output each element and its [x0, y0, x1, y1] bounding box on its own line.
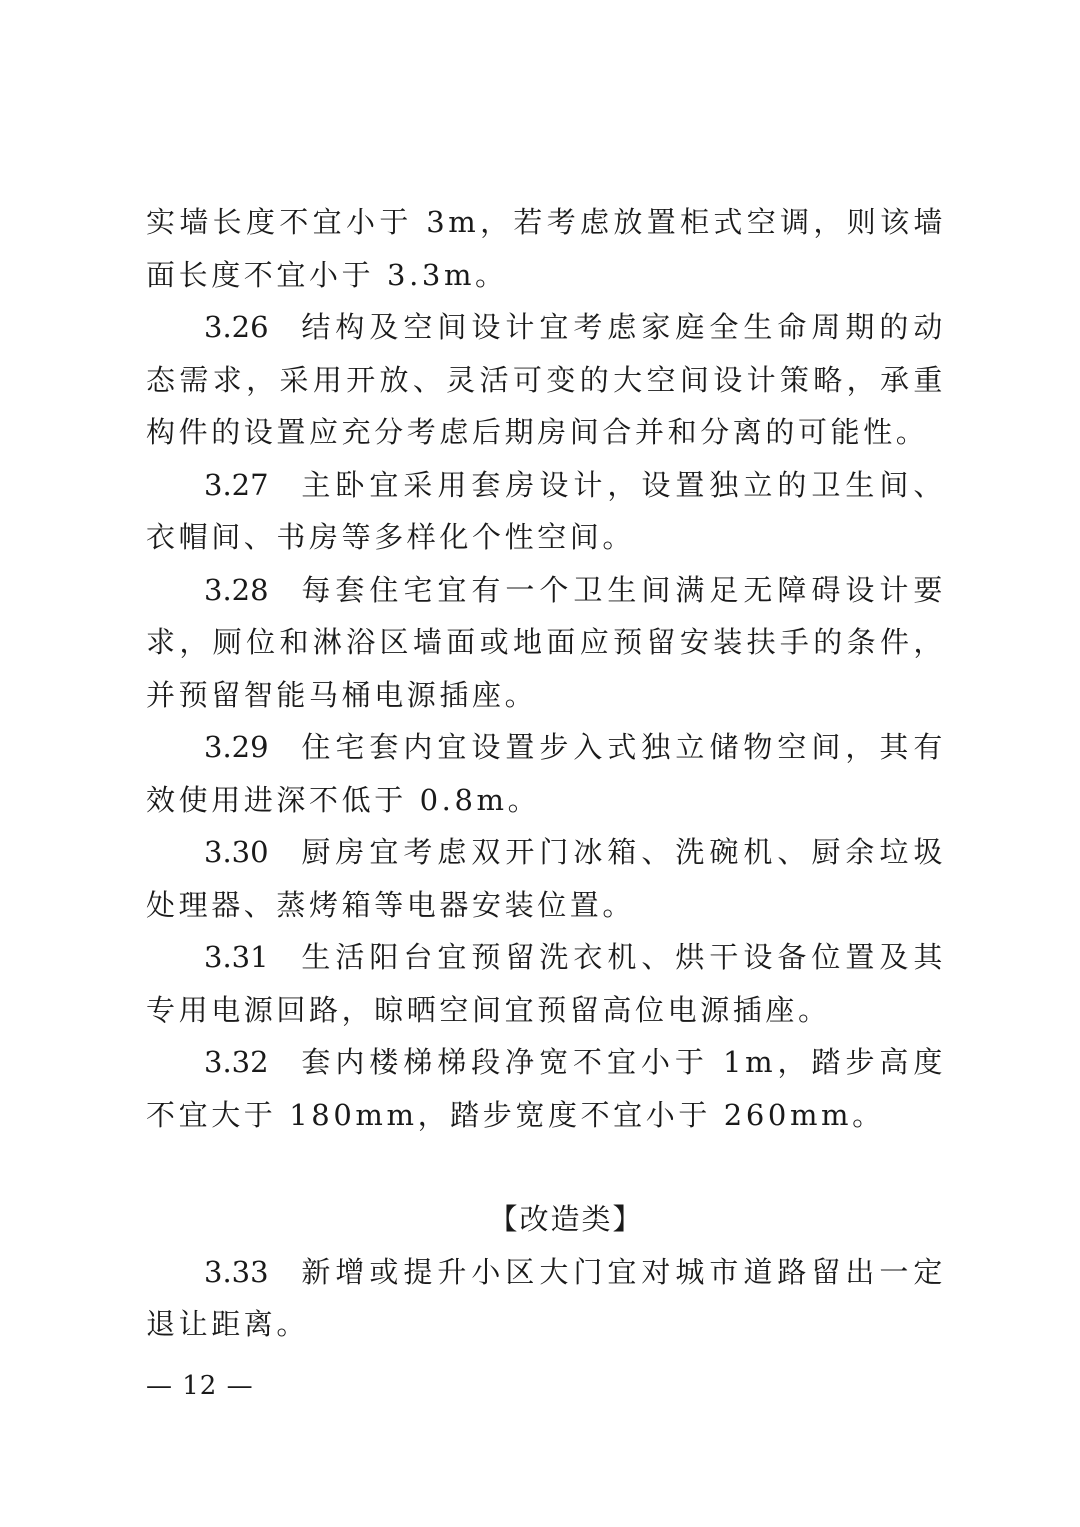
clause-text: 每套住宅宜有一个卫生间满足无障碍设计要求，厕位和淋浴区墙面或地面应预留安装扶手的条件，并预留智能马桶电源插座。: [146, 572, 946, 712]
clause-number: 3.29: [204, 730, 269, 764]
clause-text: 主卧宜采用套房设计，设置独立的卫生间、衣帽间、书房等多样化个性空间。: [146, 467, 946, 554]
clause-number: 3.26: [204, 310, 269, 344]
clause-text: 厨房宜考虑双开门冰箱、洗碗机、厨余垃圾处理器、蒸烤箱等电器安装位置。: [146, 835, 946, 922]
clause-3-29: [146, 721, 946, 826]
clause-3-27: [146, 459, 946, 564]
clause-text: 结构及空间设计宜考虑家庭全生命周期的动态需求，采用开放、灵活可变的大空间设计策略，承重构件的设置应充分考虑后期房间合并和分离的可能性。: [146, 310, 946, 449]
clause-number: 3.33: [204, 1254, 269, 1289]
clause-number: 3.31: [204, 940, 269, 974]
clause-text: 生活阳台宜预留洗衣机、烘干设备位置及其专用电源回路，晾晒空间宜预留高位电源插座。: [146, 940, 946, 1027]
clause-3-32: [146, 1036, 946, 1141]
clause-text: 套内楼梯梯段净宽不宜小于 1m，踏步高度不宜大于 180mm，踏步宽度不宜小于 260mm。: [146, 1045, 946, 1132]
clause-number: 3.30: [204, 835, 269, 869]
page-number: — 12 —: [146, 1371, 254, 1401]
section-heading: 【改造类】: [488, 1202, 644, 1236]
clause-3-28: [146, 564, 946, 722]
clause-3-26: [146, 301, 946, 459]
paragraph-continuation: 实墙长度不宜小于 3m，若考虑放置柜式空调，则该墙面长度不宜小于 3.3m。: [146, 205, 946, 292]
clause-3-33: [146, 1246, 946, 1351]
clause-number: 3.32: [204, 1045, 269, 1079]
document-body: [146, 196, 946, 1351]
clause-text: 住宅套内宜设置步入式独立储物空间，其有效使用进深不低于 0.8m。: [146, 730, 946, 817]
clause-number: 3.27: [204, 467, 269, 502]
clause-text: 新增或提升小区大门宜对城市道路留出一定退让距离。: [146, 1254, 946, 1341]
clause-number: 3.28: [204, 572, 269, 607]
clause-3-31: [146, 931, 946, 1036]
clause-3-30: [146, 826, 946, 931]
